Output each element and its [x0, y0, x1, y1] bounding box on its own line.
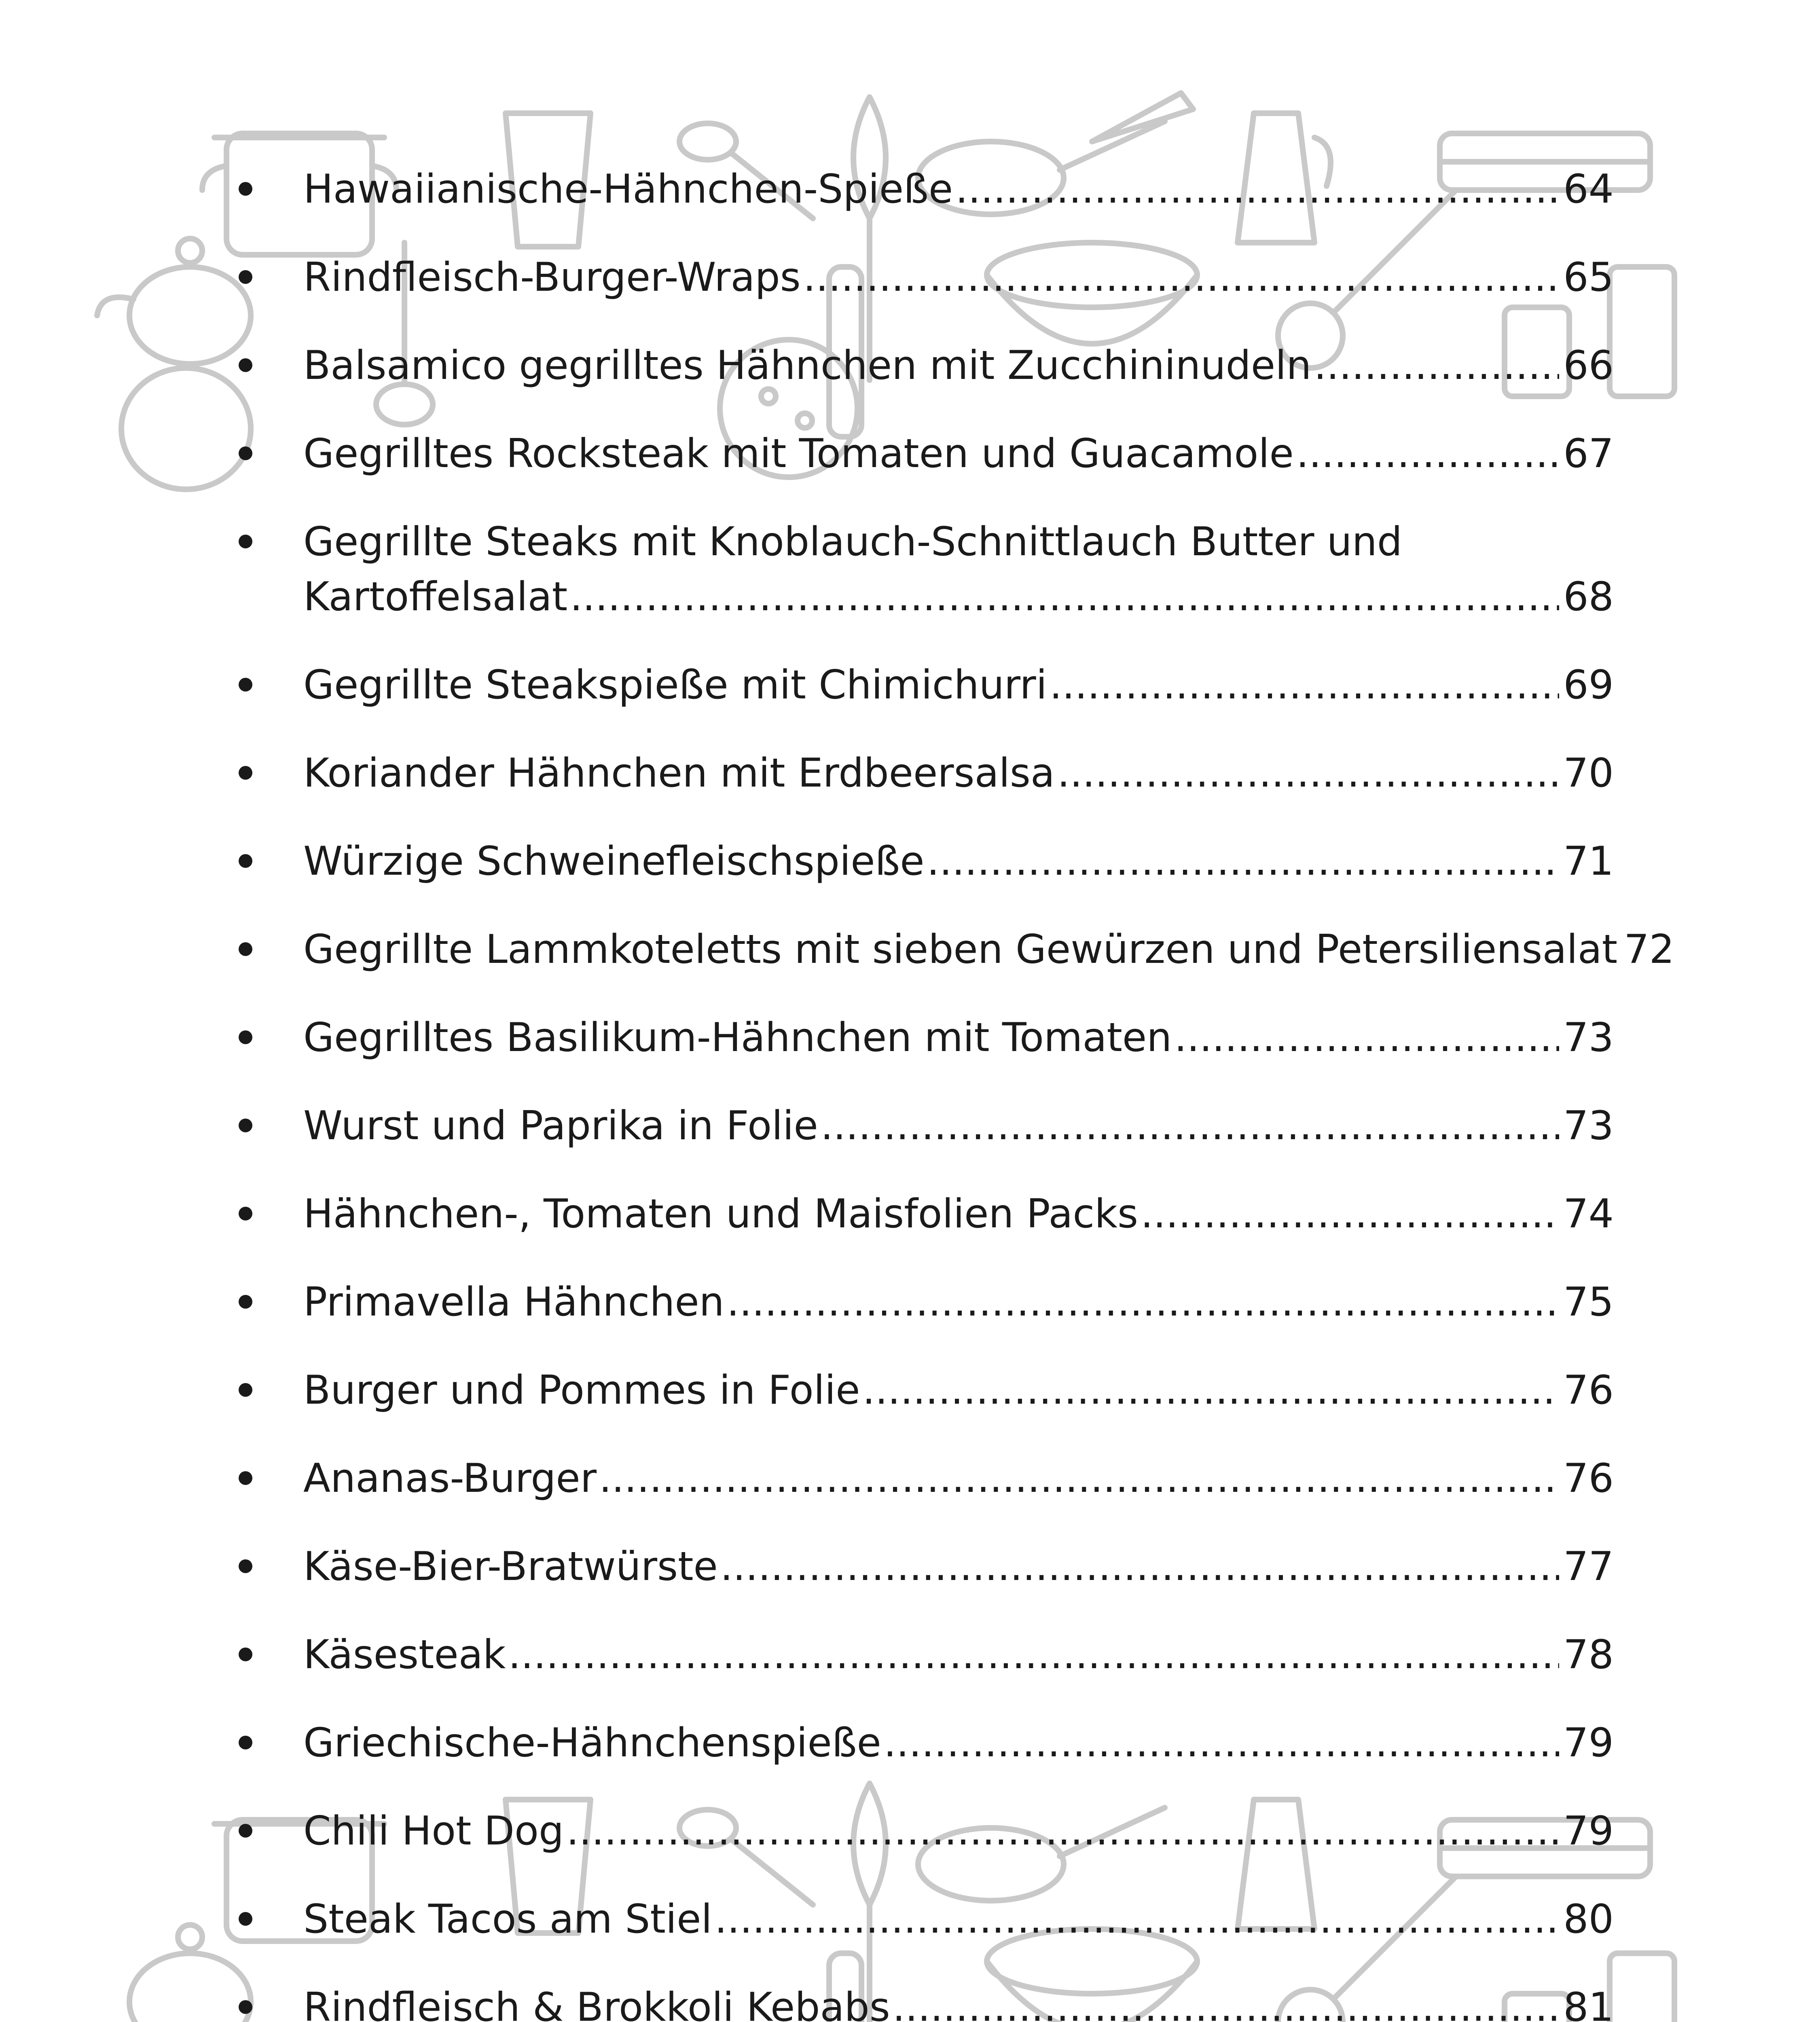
toc-entry[interactable]	[239, 746, 1614, 801]
toc-entry[interactable]	[239, 250, 1614, 305]
grater-icon	[1610, 1953, 1674, 2022]
bullet-icon	[239, 1736, 252, 1749]
toc-entry[interactable]	[239, 834, 1614, 889]
toc-page-number: 76	[1563, 1367, 1614, 1413]
bullet-icon	[239, 2000, 252, 2014]
toc-entry-row	[303, 1804, 1614, 1859]
toc-entry[interactable]	[239, 1451, 1614, 1506]
toc-entry-title: Rindfleisch-Burger-Wraps	[303, 254, 801, 300]
toc-entry-title: Gegrillte Steakspieße mit Chimichurri	[303, 662, 1047, 708]
toc-entry[interactable]	[239, 1715, 1614, 1770]
bullet-icon	[239, 854, 252, 868]
toc-entry-row	[303, 1539, 1614, 1594]
toc-entry[interactable]	[239, 922, 1674, 977]
bullet-icon	[239, 182, 252, 196]
toc-page-number: 74	[1563, 1191, 1614, 1237]
bullet-icon	[239, 1295, 252, 1309]
dot-leader	[570, 569, 1559, 624]
toc-page-number: 68	[1563, 574, 1614, 620]
toc-page-number: 69	[1563, 662, 1614, 708]
toc-entry-row	[303, 1187, 1614, 1242]
toc-entry[interactable]	[239, 1804, 1614, 1859]
bullet-icon	[239, 1824, 252, 1838]
bullet-icon	[239, 1383, 252, 1397]
dot-leader	[566, 1804, 1559, 1859]
toc-entry-row	[303, 1010, 1614, 1065]
bullet-icon	[239, 942, 252, 956]
toc-page-number: 79	[1563, 1808, 1614, 1854]
toc-entry-row	[303, 426, 1614, 481]
toc-entry-row	[303, 922, 1674, 977]
toc-page-number: 78	[1563, 1632, 1614, 1678]
toc-entry[interactable]	[239, 338, 1614, 393]
bullet-icon	[239, 1648, 252, 1661]
dot-leader	[727, 1275, 1560, 1330]
toc-page-number: 65	[1563, 254, 1614, 300]
toc-entry-row	[303, 162, 1614, 217]
bullet-icon	[239, 270, 252, 284]
kettle-icon	[97, 239, 251, 489]
toc-entry-title: Primavella Hähnchen	[303, 1279, 724, 1325]
toc-entry-row	[303, 569, 1614, 624]
toc-entry-title: Hawaiianische-Hähnchen-Spieße	[303, 166, 953, 212]
toc-page-number: 81	[1563, 1984, 1614, 2022]
toc-entry-title: Kartoffelsalat	[303, 574, 568, 620]
toc-page-number: 64	[1563, 166, 1614, 212]
dot-leader	[893, 1980, 1560, 2022]
toc-entry-title: Chili Hot Dog	[303, 1808, 564, 1854]
dot-leader	[955, 162, 1559, 217]
toc-page-number: 75	[1563, 1279, 1614, 1325]
toc-page-number: 70	[1563, 750, 1614, 796]
toc-entry-row	[303, 1275, 1614, 1330]
toc-entry-title: Balsamico gegrilltes Hähnchen mit Zucchininudeln	[303, 343, 1312, 389]
bullet-icon	[239, 1912, 252, 1926]
toc-entry-title: Griechische-Hähnchenspieße	[303, 1720, 881, 1766]
toc-entry[interactable]	[239, 1363, 1614, 1418]
toc-entry[interactable]	[239, 1980, 1614, 2022]
toc-entry[interactable]	[239, 1275, 1614, 1330]
toc-entry-row	[303, 338, 1614, 393]
toc-page-number: 79	[1563, 1720, 1614, 1766]
toc-entry-title: Koriander Hähnchen mit Erdbeersalsa	[303, 750, 1055, 796]
toc-page-number: 76	[1563, 1455, 1614, 1502]
toc-entry-title: Steak Tacos am Stiel	[303, 1896, 712, 1942]
toc-entry-row	[303, 1451, 1614, 1506]
dot-leader	[599, 1451, 1559, 1506]
knife-icon	[1092, 93, 1193, 142]
dot-leader	[1057, 746, 1559, 801]
dot-leader	[927, 834, 1560, 889]
bullet-icon	[239, 766, 252, 780]
dot-leader	[1314, 338, 1559, 393]
toc-page-number: 73	[1563, 1103, 1614, 1149]
toc-entry-row	[303, 1980, 1614, 2022]
toc-entry[interactable]	[239, 1187, 1614, 1242]
toc-entry-title: Käse-Bier-Bratwürste	[303, 1544, 718, 1590]
toc-entry-title: Burger und Pommes in Folie	[303, 1367, 860, 1413]
dot-leader	[803, 250, 1560, 305]
bullet-icon	[239, 446, 252, 460]
toc-entry-title: Gegrillte Lammkoteletts mit sieben Gewürzen und Petersiliensalat	[303, 926, 1618, 973]
kettle-icon	[121, 1925, 251, 2022]
dot-leader	[508, 1627, 1560, 1682]
toc-page-number: 66	[1563, 343, 1614, 389]
toc-entry[interactable]	[239, 1627, 1614, 1682]
toc-entry-title-line1: Gegrillte Steaks mit Knoblauch-Schnittlauch Butter und	[303, 519, 1403, 565]
toc-entry-title: Würzige Schweinefleischspieße	[303, 838, 925, 884]
toc-entry[interactable]	[239, 1539, 1614, 1594]
toc-entry-title: Gegrilltes Rocksteak mit Tomaten und Guacamole	[303, 431, 1294, 477]
toc-page-number: 80	[1563, 1896, 1614, 1942]
dot-leader	[720, 1539, 1560, 1594]
toc-entry-row	[303, 1363, 1614, 1418]
toc-entry-row	[303, 1892, 1614, 1947]
bullet-icon	[239, 678, 252, 692]
bullet-icon	[239, 358, 252, 372]
toc-entry-title: Ananas-Burger	[303, 1455, 597, 1502]
toc-page-number: 77	[1563, 1544, 1614, 1590]
toc-entry-title: Wurst und Paprika in Folie	[303, 1103, 818, 1149]
toc-entry-title: Rindfleisch & Brokkoli Kebabs	[303, 1984, 890, 2022]
dot-leader	[863, 1363, 1560, 1418]
toc-entry[interactable]	[239, 658, 1614, 713]
toc-page-number: 72	[1624, 926, 1674, 973]
toc-entry[interactable]	[239, 426, 1614, 481]
dot-leader	[821, 1098, 1559, 1153]
table-of-contents	[239, 162, 1674, 2022]
toc-entry-row	[303, 746, 1614, 801]
toc-entry-row	[303, 658, 1614, 713]
bullet-icon	[239, 1119, 252, 1132]
dot-leader	[884, 1715, 1559, 1770]
bullet-icon	[239, 1207, 252, 1220]
toc-entry-row	[303, 1098, 1614, 1153]
bullet-icon	[239, 1559, 252, 1573]
bullet-icon	[239, 535, 252, 548]
toc-entry-row	[303, 1627, 1614, 1682]
toc-page-number: 67	[1563, 431, 1614, 477]
toc-entry-row	[303, 250, 1614, 305]
dot-leader	[1174, 1010, 1559, 1065]
bullet-icon	[239, 1030, 252, 1044]
grater-icon	[1610, 267, 1674, 396]
toc-entry[interactable]	[239, 1892, 1614, 1947]
dot-leader	[1296, 426, 1559, 481]
toc-page-number: 73	[1563, 1015, 1614, 1061]
toc-entry[interactable]	[239, 514, 1614, 624]
dot-leader	[1141, 1187, 1559, 1242]
toc-entry-row	[303, 1715, 1614, 1770]
toc-entry-title: Gegrilltes Basilikum-Hähnchen mit Tomaten	[303, 1015, 1172, 1061]
toc-entry-row	[303, 834, 1614, 889]
bullet-icon	[239, 1471, 252, 1485]
dot-leader	[715, 1892, 1560, 1947]
toc-entry[interactable]	[239, 162, 1614, 217]
dot-leader	[1050, 658, 1559, 713]
toc-entry-title: Käsesteak	[303, 1632, 506, 1678]
toc-page-number: 71	[1563, 838, 1614, 884]
toc-entry-title: Hähnchen-, Tomaten und Maisfolien Packs	[303, 1191, 1139, 1237]
toc-entry[interactable]	[239, 1010, 1614, 1065]
toc-entry[interactable]	[239, 1098, 1614, 1153]
